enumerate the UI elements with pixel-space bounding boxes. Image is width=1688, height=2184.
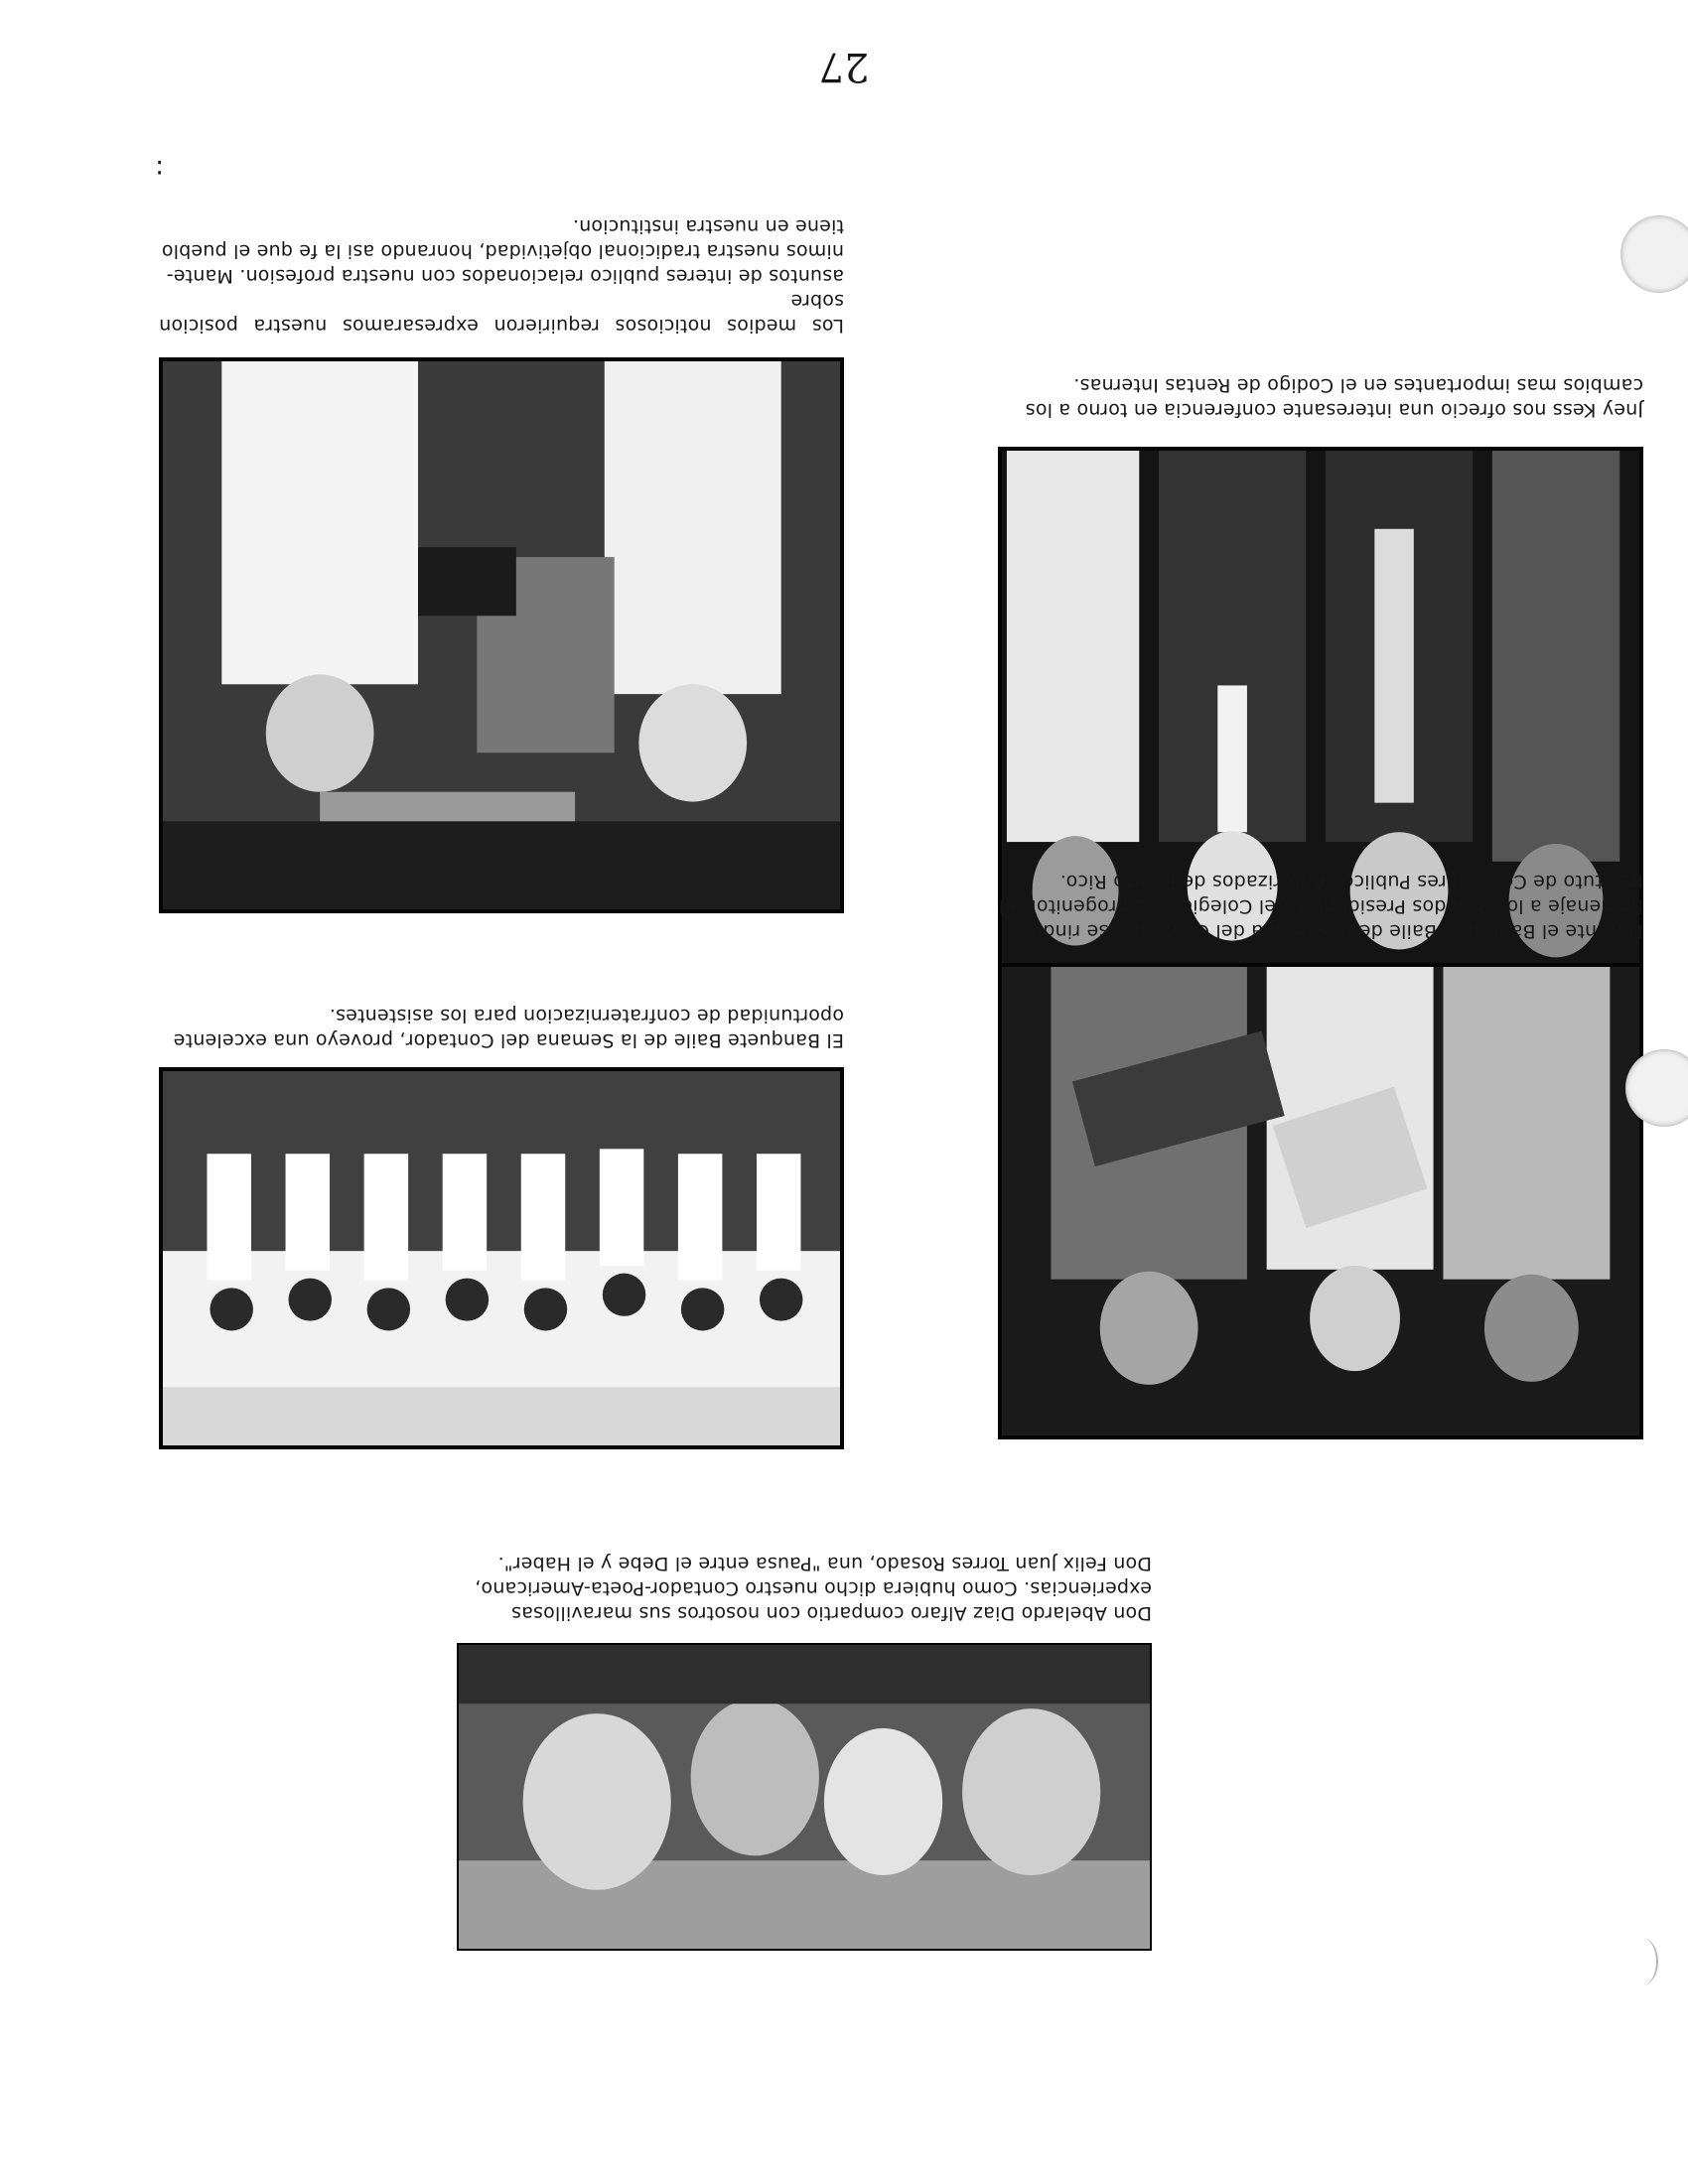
binding-hole-top [1620, 215, 1688, 293]
caption-homage: Durante el Banquete Baile de la Semana del Contador, se rindio homenaje a los Pasados Presidentes del Colegio y su progenitor, el Instituto de Contadores Publicos Autorizados de Puerto Rico. [998, 871, 1643, 942]
photo-press-icon [163, 361, 840, 909]
edge-mark-bottom [1626, 1938, 1658, 1985]
caption-storyteller: Don Abelardo Diaz Alfaro compartio con nosotros sus maravillosas experiencias. Como hubiera dicho nuestro Contador-Poeta-Americano, Don Felix Juan Torres Rosado, una "Pausa entre el Debe y el Haber". [475, 1553, 1152, 1624]
caption-lecture: Jney Kess nos ofrecio una interesante conferencia en torno a los cambios mas importantes en el Codigo de Rentas Internas. [1025, 374, 1643, 421]
caption-banquet: El Banquete Baile de la Semana del Contador, proveyo una excelente oportunidad de confraternizacion para los asistentes. [173, 1005, 844, 1051]
page-number: 27 [818, 44, 870, 89]
photo-group-icon [459, 1645, 1150, 1949]
photo-crowd-icon [163, 1071, 840, 1445]
photo-storyteller [457, 1643, 1152, 1951]
caption-media: Los medios noticiosos requirieron expresaramos nuestra posicion sobre asuntos de interes publico relacionados con nuestra profesion. Mante- nimos nuestra tradicional objetividad, honrando asi la fe que el pueblo tiene en nuestra institucion. [159, 215, 844, 337]
photo-banquet [159, 1067, 844, 1449]
photo-media [159, 357, 844, 913]
photo-plaque-icon [1002, 967, 1639, 1435]
stray-mark: : [155, 154, 164, 184]
photo-homage [998, 963, 1643, 1439]
